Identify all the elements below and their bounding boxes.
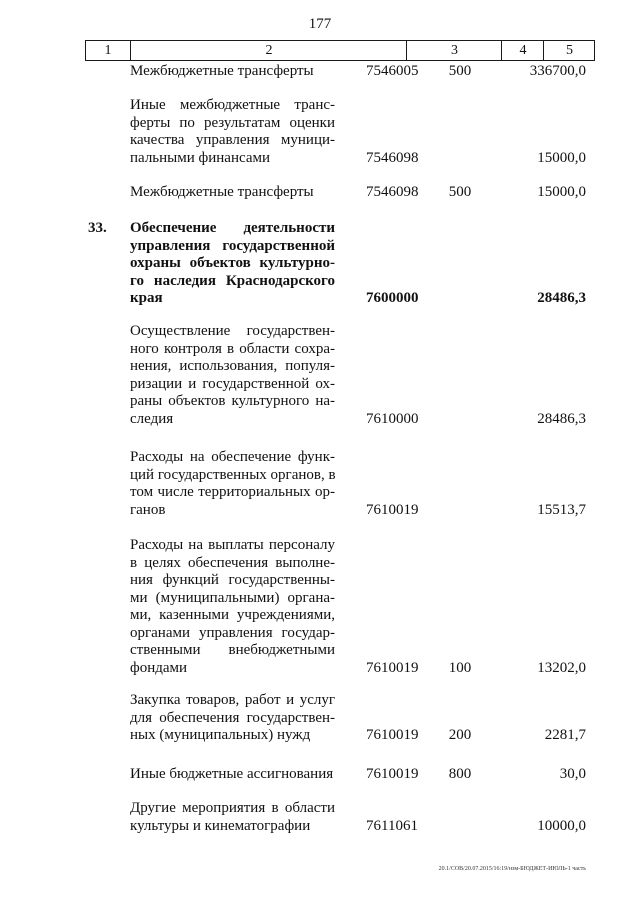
description-line: культуры и кинематографии	[130, 817, 311, 834]
description-line: ния функций государственны-	[130, 572, 335, 588]
target-article-code: 7610000	[366, 410, 419, 427]
description-line: Закупка товаров, работ и услуг	[130, 692, 335, 708]
target-article-code: 7610019	[366, 659, 419, 676]
amount-value: 28486,3	[537, 290, 586, 306]
column-header-3: 3	[406, 41, 502, 60]
target-article-code: 7610019	[366, 727, 419, 743]
footer-document-code: 20.1/СОВ/20.07.2015/16:19/нзм-БЮДЖЕТ-ИЮЛЬ-1 часть	[438, 866, 586, 872]
column-header-1: 1	[104, 43, 112, 58]
description-line: нения, использования, популя-	[130, 358, 335, 374]
description-line: ных (муниципальных) нужд	[130, 727, 311, 743]
description-line: в целях обеспечения выполне-	[130, 554, 335, 571]
description-line: Иные межбюджетные транс-	[130, 97, 335, 113]
description-line: раны объектов культурного на-	[130, 393, 335, 409]
description-line: ций государственных органов, в	[130, 466, 336, 483]
description-line: Другие мероприятия в области	[130, 800, 335, 816]
amount-value: 15000,0	[537, 149, 586, 166]
description-line: охраны объектов культурно-	[130, 255, 335, 271]
description-line: ферты по результатам оценки	[130, 114, 335, 131]
description-line: том числе территориальных ор-	[130, 484, 335, 500]
row-description	[130, 537, 335, 677]
description-line: Иные бюджетные ассигнования	[130, 766, 334, 782]
description-line: пальными финансами	[130, 149, 270, 166]
target-article-code: 7546005	[366, 63, 419, 79]
description-line: края	[130, 290, 163, 306]
description-line: ного контроля в области сохра-	[130, 340, 335, 357]
expense-type-code: 800	[448, 766, 472, 782]
description-line: ганов	[130, 501, 166, 518]
target-article-code: 7610019	[366, 766, 419, 782]
row-description	[130, 692, 335, 745]
description-line: го наследия Краснодарского	[130, 272, 335, 289]
amount-value: 13202,0	[537, 659, 586, 676]
description-line: ризации и государственной ох-	[130, 375, 335, 392]
expense-type-code: 500	[448, 184, 472, 200]
amount-value: 15000,0	[537, 184, 586, 200]
description-line: для обеспечения государствен-	[130, 709, 335, 726]
row-description	[130, 449, 335, 519]
expense-type-code: 500	[448, 63, 472, 79]
expense-type-code: 200	[448, 727, 472, 743]
description-line: следия	[130, 410, 174, 427]
column-header-row	[85, 40, 595, 61]
row-number: 33.	[88, 220, 107, 236]
target-article-code: 7611061	[366, 817, 418, 834]
amount-value: 28486,3	[537, 410, 586, 427]
description-line: фондами	[130, 659, 188, 676]
description-line: Межбюджетные трансферты	[130, 184, 314, 200]
row-description	[130, 97, 335, 167]
description-line: Расходы на обеспечение функ-	[130, 449, 335, 465]
column-header-4: 4	[501, 41, 544, 60]
description-line: качества управления муници-	[130, 132, 335, 148]
amount-value: 10000,0	[537, 817, 586, 834]
description-line: ми, казенными учреждениями,	[130, 607, 335, 623]
row-description	[130, 800, 335, 835]
description-line: ми (муниципальными) органа-	[130, 589, 335, 606]
row-description	[130, 766, 335, 784]
amount-value: 15513,7	[537, 501, 586, 518]
amount-value: 336700,0	[529, 63, 586, 79]
target-article-code: 7546098	[366, 184, 419, 200]
row-description	[130, 63, 335, 81]
description-line: Межбюджетные трансферты	[130, 63, 314, 79]
description-line: Обеспечение деятельности	[130, 220, 335, 236]
description-line: управления государственной	[130, 237, 335, 254]
target-article-code: 7610019	[366, 501, 419, 518]
page-number: 177	[308, 16, 332, 32]
column-header-2: 2	[130, 41, 407, 60]
column-header-5: 5	[543, 41, 595, 60]
row-description	[130, 323, 335, 428]
description-line: органами управления государ-	[130, 624, 335, 641]
target-article-code: 7546098	[366, 149, 419, 166]
row-description	[130, 220, 335, 308]
target-article-code: 7600000	[366, 290, 419, 306]
description-line: Осуществление государствен-	[130, 323, 335, 339]
description-line: ственными внебюджетными	[130, 642, 335, 658]
amount-value: 2281,7	[544, 727, 586, 743]
description-line: Расходы на выплаты персоналу	[130, 537, 335, 553]
expense-type-code: 100	[448, 659, 472, 676]
amount-value: 30,0	[559, 766, 586, 782]
row-description	[130, 184, 335, 202]
